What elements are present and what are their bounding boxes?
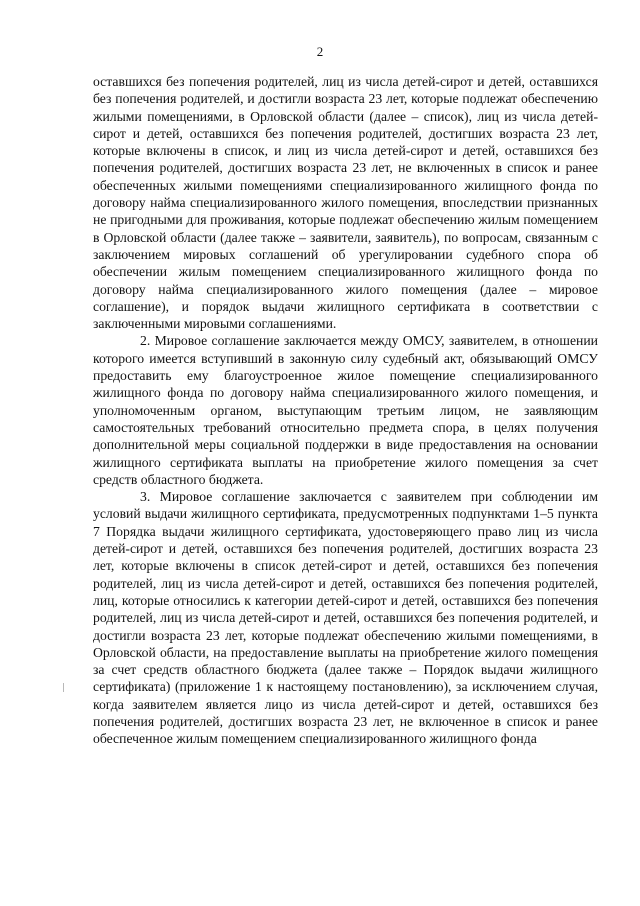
paragraph-2: 2. Мировое соглашение заключается между ОМСУ, заявителем, в отношении которого имеется вступивший в законную силу судебный акт, обязывающий ОМСУ предоставить ему благоустроенное жилое помещение специализированного жилищного фонда по договору найма специализированного жилого помещения, и уполномоченным органом, выступающим третьим лицом, не заявляющим самостоятельных требований относительно предмета спора, в целях получения дополнительной меры социальной поддержки в виде предоставления на основании жилищного сертификата выплаты на приобретение жилого помещения за счет средств областного бюджета. (93, 333, 598, 487)
page-number: 2 (316, 44, 324, 59)
margin-mark (63, 683, 64, 692)
paragraph-continued: оставшихся без попечения родителей, лиц из числа детей-сирот и детей, оставшихся без попечения родителей, и достигли возраста 23 лет, которые подлежат обеспечению жилыми помещениями, в Орловской области (далее – список), лиц из числа детей-сирот и детей, оставшихся без попечения родителей, достигших возраста 23 лет, которые включены в список, и лиц из числа детей-сирот и детей, оставшихся без попечения родителей, достигших возраста 23 лет, не включенных в список и ранее обеспеченных жилыми помещениями специализированного жилищного фонда по договору найма специализированного жилого помещения, впоследствии признанных не пригодными для проживания, которые подлежат обеспечению жилым помещением в Орловской области (далее также – заявители, заявитель), по вопросам, связанным с заключением мировых соглашений об урегулировании судебного спора об обеспечении жилым помещением специализированного жилищного фонда по договору найма специализированного жилого помещения (далее – мировое соглашение), и порядок выдачи жилищного сертификата в соответствии с заключенными мировыми соглашениями. (93, 74, 598, 332)
paragraph-3: 3. Мировое соглашение заключается с заявителем при соблюдении им условий выдачи жилищного сертификата, предусмотренных подпунктами 1–5 пункта 7 Порядка выдачи жилищного сертификата, удостоверяющего право лиц из числа детей-сирот и детей, оставшихся без попечения родителей, достигших возраста 23 лет, которые включены в список детей-сирот и детей, оставшихся без попечения родителей, лиц из числа детей-сирот и детей, оставшихся без попечения родителей, лиц, которые относились к категории детей-сирот и детей, оставшихся без попечения родителей, лиц из числа детей-сирот и детей, оставшихся без попечения родителей, и достигли возраста 23 лет, которые подлежат обеспечению жилыми помещениями, в Орловской области, на предоставление выплаты на приобретение жилого помещения за счет средств областного бюджета (далее также – Порядок выдачи жилищного сертификата) (приложение 1 к настоящему постановлению), за исключением случая, когда заявителем является лицо из числа детей-сирот и детей, оставшихся без попечения родителей, достигших возраста 23 лет, не включенное в список и ранее обеспеченное жилым помещением специализированного жилищного фонда (93, 489, 598, 747)
body-text (93, 73, 598, 748)
